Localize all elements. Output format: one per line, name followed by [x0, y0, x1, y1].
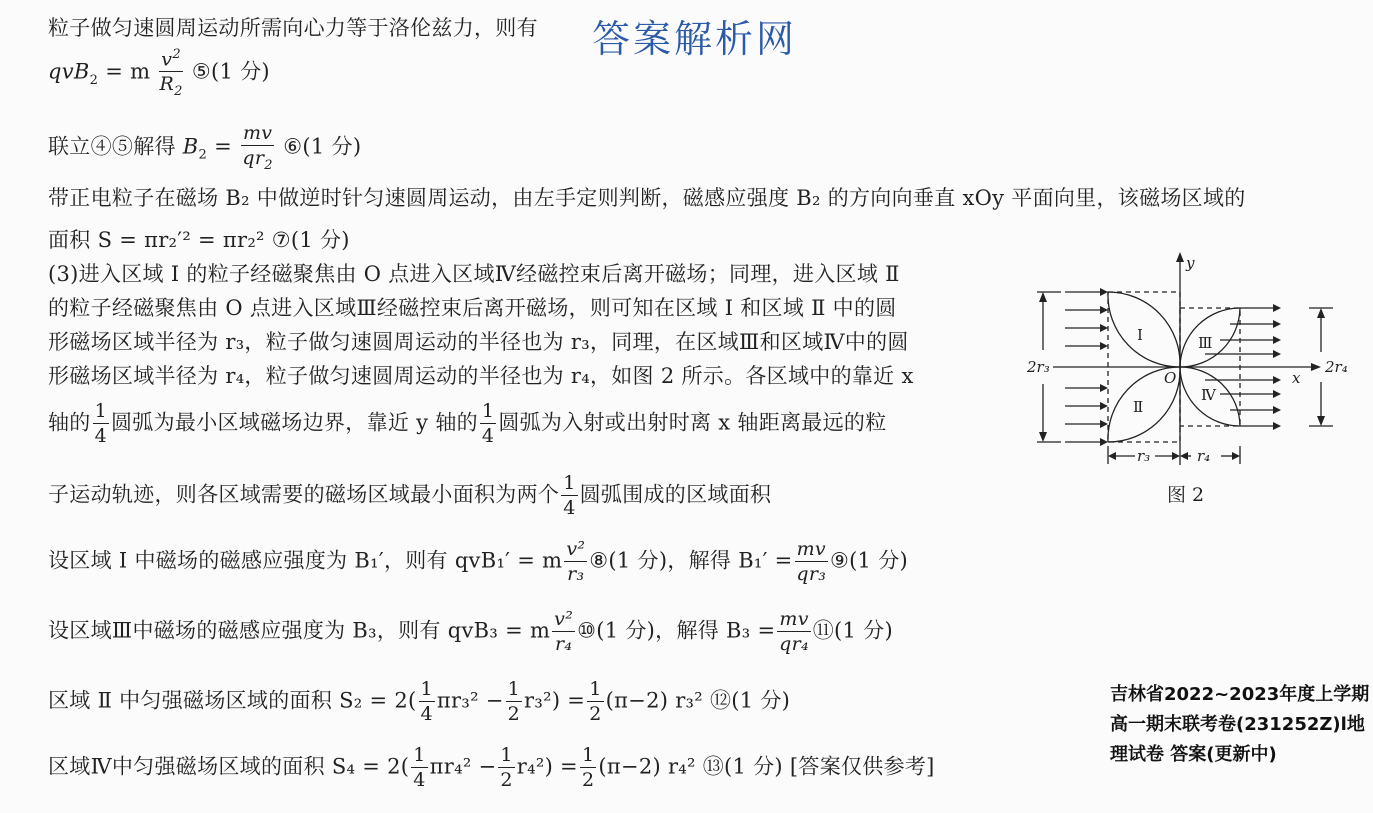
- formula-line-15: [48, 746, 935, 790]
- fraction: [587, 680, 603, 724]
- text-part: 轴的: [48, 410, 91, 435]
- frac-sub: 2: [174, 84, 183, 100]
- region-2-label: Ⅱ: [1133, 398, 1144, 416]
- text-part: 子运动轨迹，则各区域需要的磁场区域最小面积为两个: [48, 482, 560, 507]
- formula-line-13: [48, 610, 893, 654]
- fraction: [480, 402, 496, 446]
- text-part: 圆弧为最小区域磁场边界，靠近 y 轴的: [111, 410, 478, 435]
- frac-den: qr₄: [779, 633, 809, 655]
- frac-num: 1: [589, 678, 602, 700]
- frac-den: 2: [507, 703, 521, 725]
- figure-caption: 图 2: [1167, 484, 1205, 506]
- frac-den: 4: [563, 497, 576, 519]
- formula-line-2: [48, 48, 270, 98]
- frac-num: v²: [566, 538, 586, 560]
- text-part: 设区域Ⅲ中磁场的磁感应强度为 B₃，则有 qvB₃ = m: [48, 618, 551, 643]
- frac-num: v²: [554, 608, 574, 630]
- text-part: 圆弧为入射或出射时离 x 轴距离最远的粒: [498, 410, 887, 435]
- x-label: x: [1292, 369, 1301, 387]
- fraction: [241, 124, 274, 172]
- frac-den: R: [159, 73, 175, 96]
- y-axis-arrow: [1176, 252, 1184, 262]
- formula-tail: ⑤(1 分): [191, 59, 270, 84]
- frac-den: 4: [94, 425, 107, 447]
- arc-region-1-a: [1108, 292, 1180, 367]
- formula-eq: =: [207, 134, 239, 159]
- text-line-7: 的粒子经磁聚焦由 O 点进入区域Ⅲ经磁控束后离开磁场，则可知在区域 Ⅰ 和区域 Ⅱ 中的圆: [48, 296, 897, 320]
- frac-num: v: [161, 48, 173, 71]
- frac-num: mv: [779, 608, 809, 630]
- text-line-11: [48, 474, 771, 518]
- formula-part: B: [182, 134, 199, 159]
- text-line-5: 面积 S = πr₂′² = πr₂² ⑦(1 分): [48, 228, 350, 252]
- frac-num: 1: [507, 678, 521, 700]
- watermark: 答案解析网: [592, 17, 798, 61]
- frac-den: 2: [581, 769, 595, 791]
- region-4-label: Ⅳ: [1201, 386, 1216, 404]
- frac-sub: 2: [264, 157, 273, 173]
- fraction: [552, 610, 575, 654]
- text-line-8: 形磁场区域半径为 r₃，粒子做匀速圆周运动的半径也为 r₃，同理，在区域Ⅲ和区域Ⅳ中的圆: [48, 330, 909, 354]
- fraction: [506, 680, 522, 724]
- text-part: πr₃² −: [436, 688, 504, 713]
- text-line-1: 粒子做匀速圆周运动所需向心力等于洛伦兹力，则有: [48, 16, 538, 40]
- fraction: [93, 402, 109, 446]
- text-line-6: (3)进入区域 Ⅰ 的粒子经磁聚焦由 O 点进入区域Ⅳ经磁控束后离开磁场；同理，进入区域 Ⅱ: [48, 262, 900, 286]
- formula-sub: 2: [198, 147, 208, 163]
- text-part: r₄²) =: [516, 754, 578, 779]
- frac-num: mv: [796, 538, 826, 560]
- frac-num: 1: [481, 400, 495, 422]
- fraction: [561, 474, 577, 518]
- fraction: [564, 540, 587, 584]
- text-part: 联立④⑤解得: [48, 134, 183, 159]
- left-dim-label: 2r₃: [1027, 358, 1050, 376]
- text-line-9: 形磁场区域半径为 r₄，粒子做匀速圆周运动的半径也为 r₄，如图 2 所示。各区域中的靠近 x: [48, 364, 914, 388]
- text-part: 区域Ⅳ中匀强磁场区域的面积 S₄ = 2(: [48, 754, 410, 779]
- formula-line-3: [48, 124, 361, 172]
- frac-num: 1: [94, 400, 107, 422]
- frac-den: 4: [420, 703, 433, 725]
- text-part: ⑧(1 分)，解得 B₁′ =: [589, 548, 793, 573]
- frac-num: 1: [563, 472, 576, 494]
- frac-den: 4: [413, 769, 426, 791]
- fraction: [159, 48, 183, 98]
- region-1-label: Ⅰ: [1137, 326, 1143, 344]
- text-part: ⑨(1 分): [829, 548, 908, 573]
- fraction: [795, 540, 828, 584]
- origin-label: O: [1164, 369, 1177, 387]
- text-part: (π−2) r₃² ⑫(1 分): [605, 688, 791, 713]
- formula-line-12: [48, 540, 908, 584]
- figure-2: [1025, 250, 1355, 470]
- text-part: 设区域 Ⅰ 中磁场的磁感应强度为 B₁′，则有 qvB₁′ = m: [48, 548, 563, 573]
- fraction: [498, 746, 514, 790]
- frac-num: 1: [420, 678, 433, 700]
- frac-den: qr: [242, 147, 265, 169]
- text-part: ⑩(1 分)，解得 B₃ =: [577, 618, 776, 643]
- frac-num: 1: [581, 744, 595, 766]
- frac-den: r₃: [567, 563, 585, 585]
- formula-sub: 2: [89, 72, 99, 88]
- text-part: r₃²) =: [524, 688, 586, 713]
- y-label: y: [1186, 254, 1195, 272]
- fraction: [411, 746, 427, 790]
- text-part: 区域 Ⅱ 中匀强磁场区域的面积 S₂ = 2(: [48, 688, 417, 713]
- text-line-4: 带正电粒子在磁场 B₂ 中做逆时针匀速圆周运动，由左手定则判断，磁感应强度 B₂ 的方向向垂直 xOy 平面向里，该磁场区域的: [48, 186, 1246, 210]
- frac-num: 1: [413, 744, 426, 766]
- formula-line-14: [48, 680, 790, 724]
- text-part: (π−2) r₄² ⑬(1 分) [答案仅供参考]: [598, 754, 935, 779]
- frac-den: 2: [500, 769, 513, 791]
- frac-den: qr₃: [796, 563, 827, 585]
- fraction: [580, 746, 596, 790]
- frac-den: 4: [481, 425, 495, 447]
- bottom-dim-r3: r₃: [1137, 447, 1151, 465]
- arc-region-1-b: [1108, 292, 1180, 367]
- bottom-dim-r4: r₄: [1197, 447, 1211, 465]
- text-part: πr₄² −: [429, 754, 497, 779]
- frac-den: 2: [589, 703, 602, 725]
- right-dim-label: 2r₄: [1325, 358, 1348, 376]
- fraction: [777, 610, 810, 654]
- text-line-10: [48, 402, 887, 446]
- frac-sup: 2: [172, 47, 181, 62]
- text-part: 圆弧围成的区域面积: [579, 482, 772, 507]
- frac-num: 1: [500, 744, 513, 766]
- frac-num: mv: [242, 122, 273, 144]
- fraction: [419, 680, 435, 724]
- formula-part: qvB: [48, 59, 90, 84]
- side-note: 吉林省2022~2023年度上学期高一期末联考卷(231252Z)l地理试卷 答案(更新中): [1110, 684, 1370, 765]
- text-part: ⑪(1 分): [812, 618, 893, 643]
- formula-eq: = m: [98, 59, 151, 84]
- region-3-label: Ⅲ: [1198, 334, 1213, 352]
- formula-tail: ⑥(1 分): [283, 134, 362, 159]
- x-axis-arrow: [1311, 363, 1321, 371]
- frac-den: r₄: [554, 633, 573, 655]
